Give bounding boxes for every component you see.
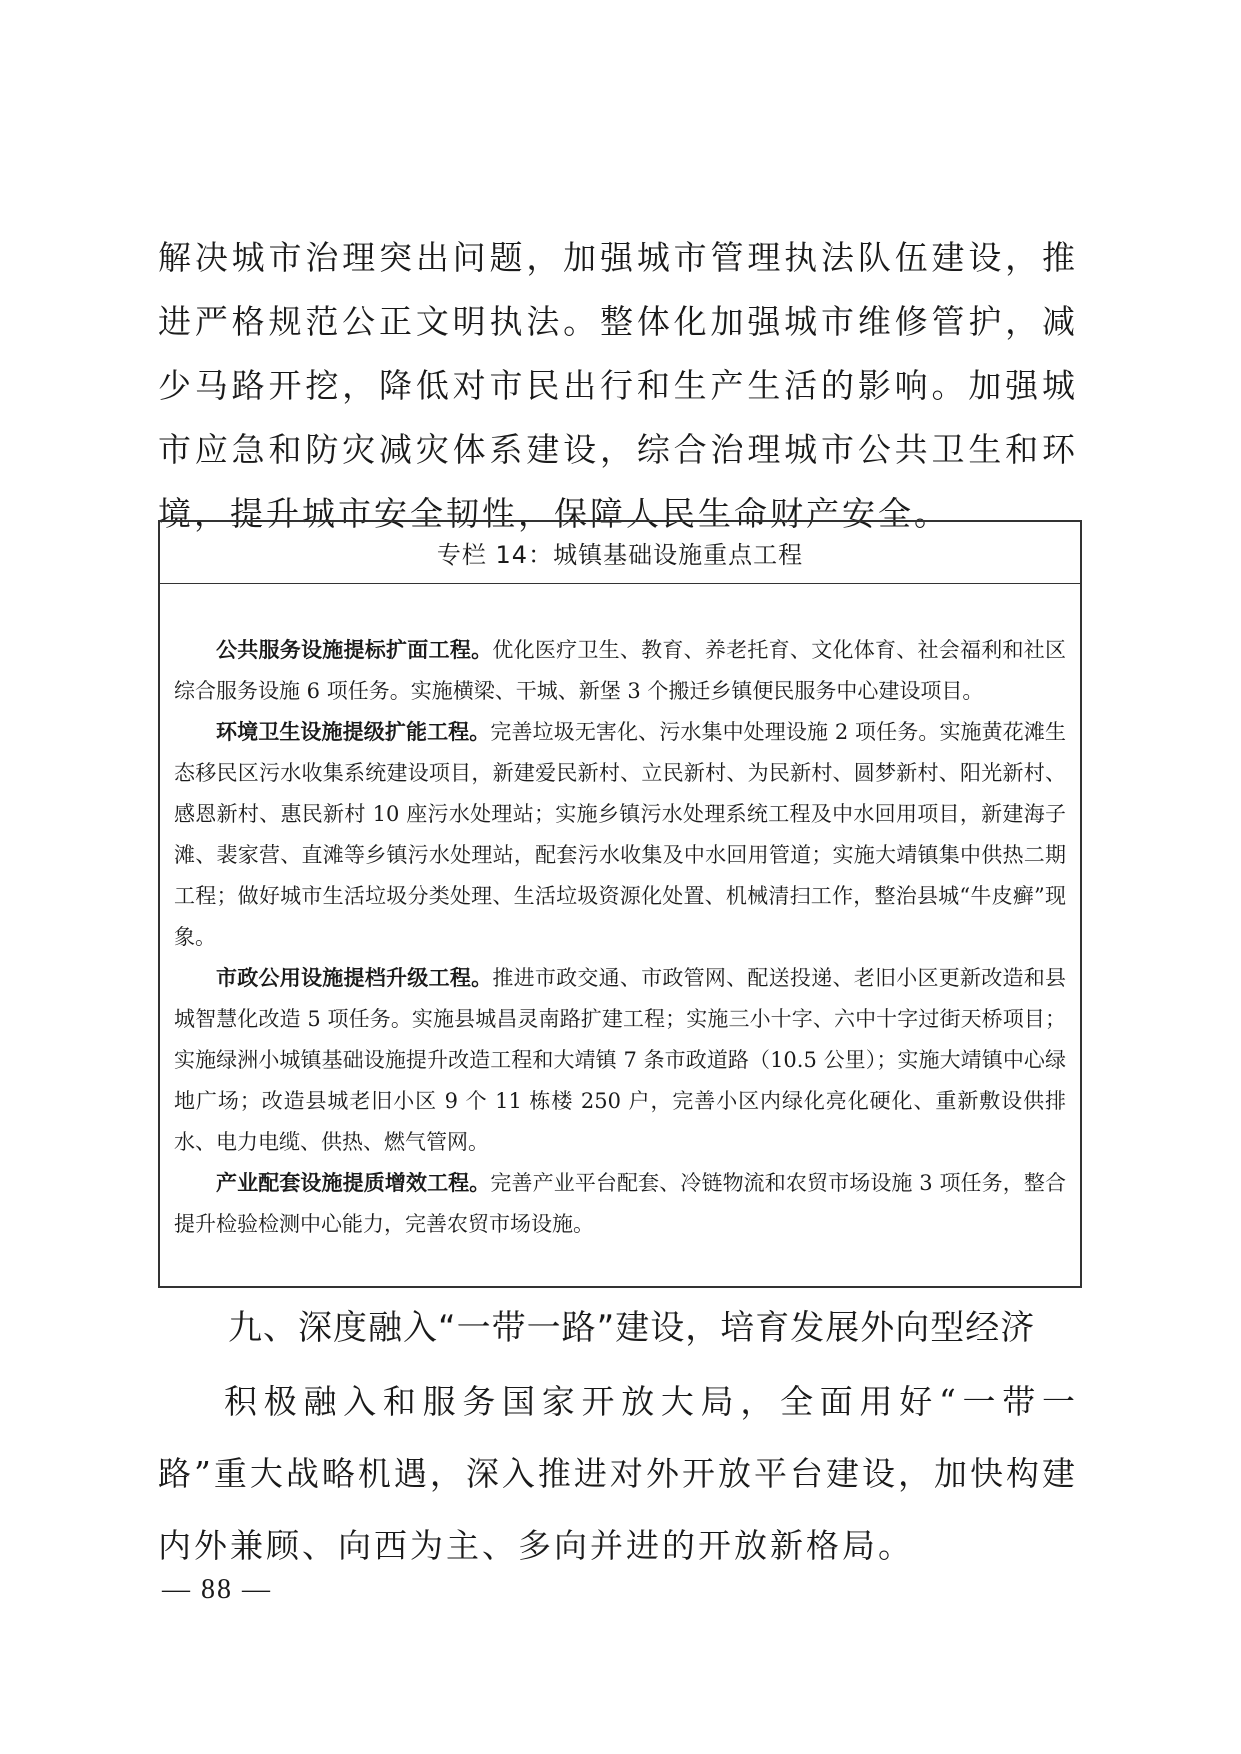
project-item-text: 优化医疗卫生、教育、养老托育、文化体育、社会福利和社区综合服务设施 6 项任务。实施横梁、干城、新堡 3 个搬迁乡镇便民服务中心建设项目。 bbox=[174, 638, 1067, 703]
project-item bbox=[174, 630, 1066, 712]
project-item-text: 完善垃圾无害化、污水集中处理设施 2 项任务。实施黄花滩生态移民区污水收集系统建设项目，新建爱民新村、立民新村、为民新村、圆梦新村、阳光新村、感恩新村、惠民新村 10 座污水处理站；实施乡镇污水处理系统工程及中水回用项目，新建海子滩、裴家营、直滩等乡镇污水处理站，配套污水收集及中水回用管道；实施大靖镇集中供热二期工程；做好城市生活垃圾分类处理、生活垃圾资源化处置、机械清扫工作，整治县城“牛皮癣”现象。 bbox=[174, 720, 1066, 949]
project-item-text: 推进市政交通、市政管网、配送投递、老旧小区更新改造和县城智慧化改造 5 项任务。实施县城昌灵南路扩建工程；实施三小十字、六中十字过街天桥项目；实施绿洲小城镇基础设施提升改造工程和大靖镇 7 条市政道路（10.5 公里）；实施大靖镇中心绿地广场；改造县城老旧小区 9 个 11 栋楼 250 户，完善小区内绿化亮化硬化、重新敷设供排水、电力电缆、供热、燃气管网。 bbox=[174, 966, 1067, 1154]
project-item bbox=[174, 712, 1066, 958]
page-number: — 88 — bbox=[162, 1574, 272, 1605]
project-item-lead: 环境卫生设施提级扩能工程。 bbox=[216, 720, 491, 744]
feature-box-title: 专栏 14：城镇基础设施重点工程 bbox=[160, 522, 1080, 584]
outro-paragraph: 积极融入和服务国家开放大局，全面用好“一带一路”重大战略机遇，深入推进对外开放平台建设，加快构建内外兼顾、向西为主、多向并进的开放新格局。 bbox=[158, 1382, 1078, 1565]
project-item-text: 完善产业平台配套、冷链物流和农贸市场设施 3 项任务，整合提升检验检测中心能力，完善农贸市场设施。 bbox=[174, 1171, 1066, 1236]
project-item-lead: 产业配套设施提质增效工程。 bbox=[216, 1171, 491, 1195]
project-item-lead: 公共服务设施提标扩面工程。 bbox=[216, 638, 493, 662]
project-item bbox=[174, 958, 1066, 1163]
section-heading: 九、深度融入“一带一路”建设，培育发展外向型经济 bbox=[228, 1308, 1036, 1348]
feature-box-body bbox=[160, 584, 1080, 1245]
project-item-lead: 市政公用设施提档升级工程。 bbox=[216, 966, 493, 990]
project-item bbox=[174, 1163, 1066, 1245]
intro-paragraph: 解决城市治理突出问题，加强城市管理执法队伍建设，推进严格规范公正文明执法。整体化加强城市维修管护，减少马路开挖，降低对市民出行和生产生活的影响。加强城市应急和防灾减灾体系建设，综合治理城市公共卫生和环境，提升城市安全韧性，保障人民生命财产安全。 bbox=[158, 238, 1078, 533]
feature-box bbox=[158, 520, 1082, 1288]
